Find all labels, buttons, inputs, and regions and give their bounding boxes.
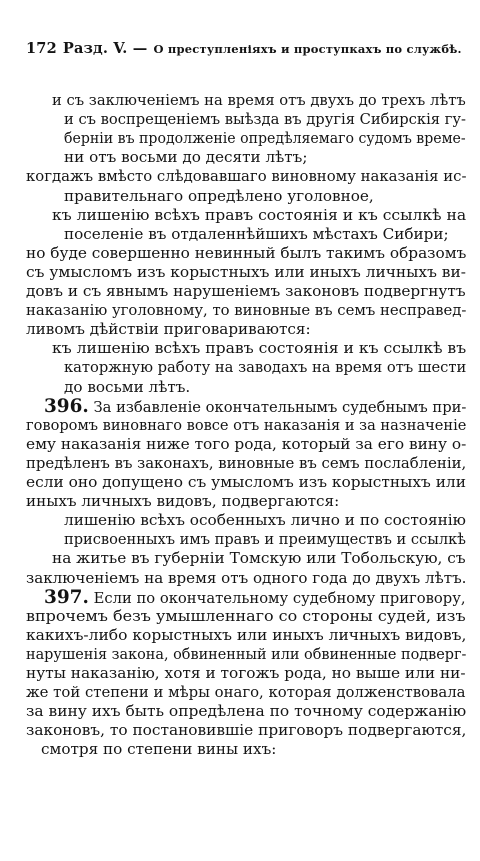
text-line: [64, 224, 449, 244]
line-text: говоромъ виновнаго вовсе отъ наказанія и за назначеніе: [26, 415, 467, 434]
text-line: [41, 739, 276, 759]
text-line: [64, 147, 307, 167]
line-text: предѣленъ въ законахъ, виновные въ семъ послабленіи,: [26, 453, 467, 472]
line-text: до восьми лѣтъ.: [64, 377, 191, 396]
text-line: [26, 682, 466, 702]
article-first-line: [44, 587, 466, 608]
text-line: [26, 644, 466, 664]
text-line: [52, 548, 466, 568]
line-text: заключеніемъ на время отъ одного года до двухъ лѣтъ.: [26, 568, 467, 587]
text-line: [26, 663, 466, 683]
text-line: [26, 300, 466, 320]
line-text: къ лишенію всѣхъ правъ состоянія и къ ссылкѣ въ: [52, 339, 467, 358]
line-text: наказанію уголовному, то виновные въ семъ несправед-: [26, 301, 467, 320]
text-line: [52, 90, 466, 110]
line-text: лишенію всѣхъ особенныхъ лично и по состоянію: [64, 511, 466, 530]
text-line: [26, 625, 466, 645]
text-line: [64, 128, 466, 148]
text-line: [26, 281, 466, 301]
text-line: [64, 357, 466, 377]
text-line: [64, 186, 374, 206]
line-text: иныхъ личныхъ видовъ, подвергаются:: [26, 492, 340, 511]
article-first-line: [44, 396, 466, 417]
line-text: За избавленіе окончательнымъ судебнымъ при-: [93, 397, 467, 416]
text-line: [26, 720, 466, 740]
line-text: смотря по степени вины ихъ:: [41, 740, 277, 759]
line-text: ливомъ дѣйствіи приговариваются:: [26, 320, 311, 339]
line-text: правительнаго опредѣлено уголовное,: [64, 186, 374, 205]
line-text: каторжную работу на заводахъ на время отъ шести: [64, 358, 467, 377]
text-line: [52, 338, 466, 358]
line-text: нуты наказанію, хотя и тогожъ рода, но выше или ни-: [26, 664, 466, 682]
text-line: [26, 319, 311, 339]
text-line: [26, 262, 466, 282]
line-text: къ лишенію всѣхъ правъ состоянія и къ ссылкѣ на: [52, 205, 467, 224]
line-text: поселеніе въ отдаленнѣйшихъ мѣстахъ Сибири;: [64, 224, 449, 243]
line-text: присвоенныхъ имъ правъ и преимуществъ и ссылкѣ: [64, 530, 466, 549]
text-line: [52, 205, 466, 225]
text-line: [26, 415, 466, 435]
page-number: 172: [26, 40, 57, 57]
line-text: но буде совершенно невинный былъ такимъ образомъ: [26, 243, 467, 262]
line-text: берніи въ продолженіе опредѣляемаго судомъ време-: [64, 129, 466, 148]
text-line: [26, 472, 466, 492]
line-text: довъ и съ явнымъ нарушеніемъ законовъ подвергнутъ: [26, 282, 466, 300]
line-text: съ умысломъ изъ корыстныхъ или иныхъ личныхъ ви-: [26, 262, 466, 281]
line-text: законовъ, то постановившіе приговоръ подвергаются,: [26, 721, 467, 740]
line-text: и съ воспрещеніемъ выѣзда въ другія Сибирскія гу-: [64, 110, 466, 129]
line-text: на житье въ губерніи Томскую или Тобольскую, съ: [52, 549, 466, 568]
text-line: [64, 109, 466, 129]
article-number: 397.: [44, 585, 89, 608]
line-text: какихъ-либо корыстныхъ или иныхъ личныхъ видовъ,: [26, 625, 467, 644]
text-line: [26, 701, 466, 721]
text-line: [26, 491, 339, 511]
line-text: нарушенія закона, обвиненный или обвиненные подверг-: [26, 644, 467, 663]
page-header: [26, 40, 466, 57]
text-line: [26, 453, 466, 473]
line-text: ему наказанія ниже того рода, который за его вину о-: [26, 434, 467, 453]
text-line: [64, 510, 466, 530]
line-text: когдажъ вмѣсто слѣдовавшаго виновному наказанія ис-: [26, 167, 467, 186]
line-text: же той степени и мѣры онаго, которая долженствовала: [26, 683, 466, 702]
line-text: за вину ихъ быть опредѣлена по точному содержанію: [26, 702, 467, 721]
running-title: О преступленіяхъ и проступкахъ по службѣ.: [153, 42, 462, 56]
section-label: Разд. V. —: [62, 40, 148, 57]
text-line: [26, 166, 466, 186]
line-text: впрочемъ безъ умышленнаго со стороны судей, изъ: [26, 606, 466, 625]
line-text: и съ заключеніемъ на время отъ двухъ до трехъ лѣтъ: [52, 91, 466, 109]
line-text: если оно допущено съ умысломъ изъ корыстныхъ или: [26, 473, 466, 491]
text-line: [26, 434, 466, 454]
text-line: [26, 243, 466, 263]
text-line: [26, 568, 466, 588]
text-line: [64, 529, 466, 549]
text-line: [64, 377, 190, 397]
line-text: ни отъ восьми до десяти лѣтъ;: [64, 148, 308, 167]
article-number: 396.: [44, 394, 89, 417]
text-line: [26, 606, 466, 626]
line-text: Если по окончательному судебному приговору,: [93, 588, 466, 607]
